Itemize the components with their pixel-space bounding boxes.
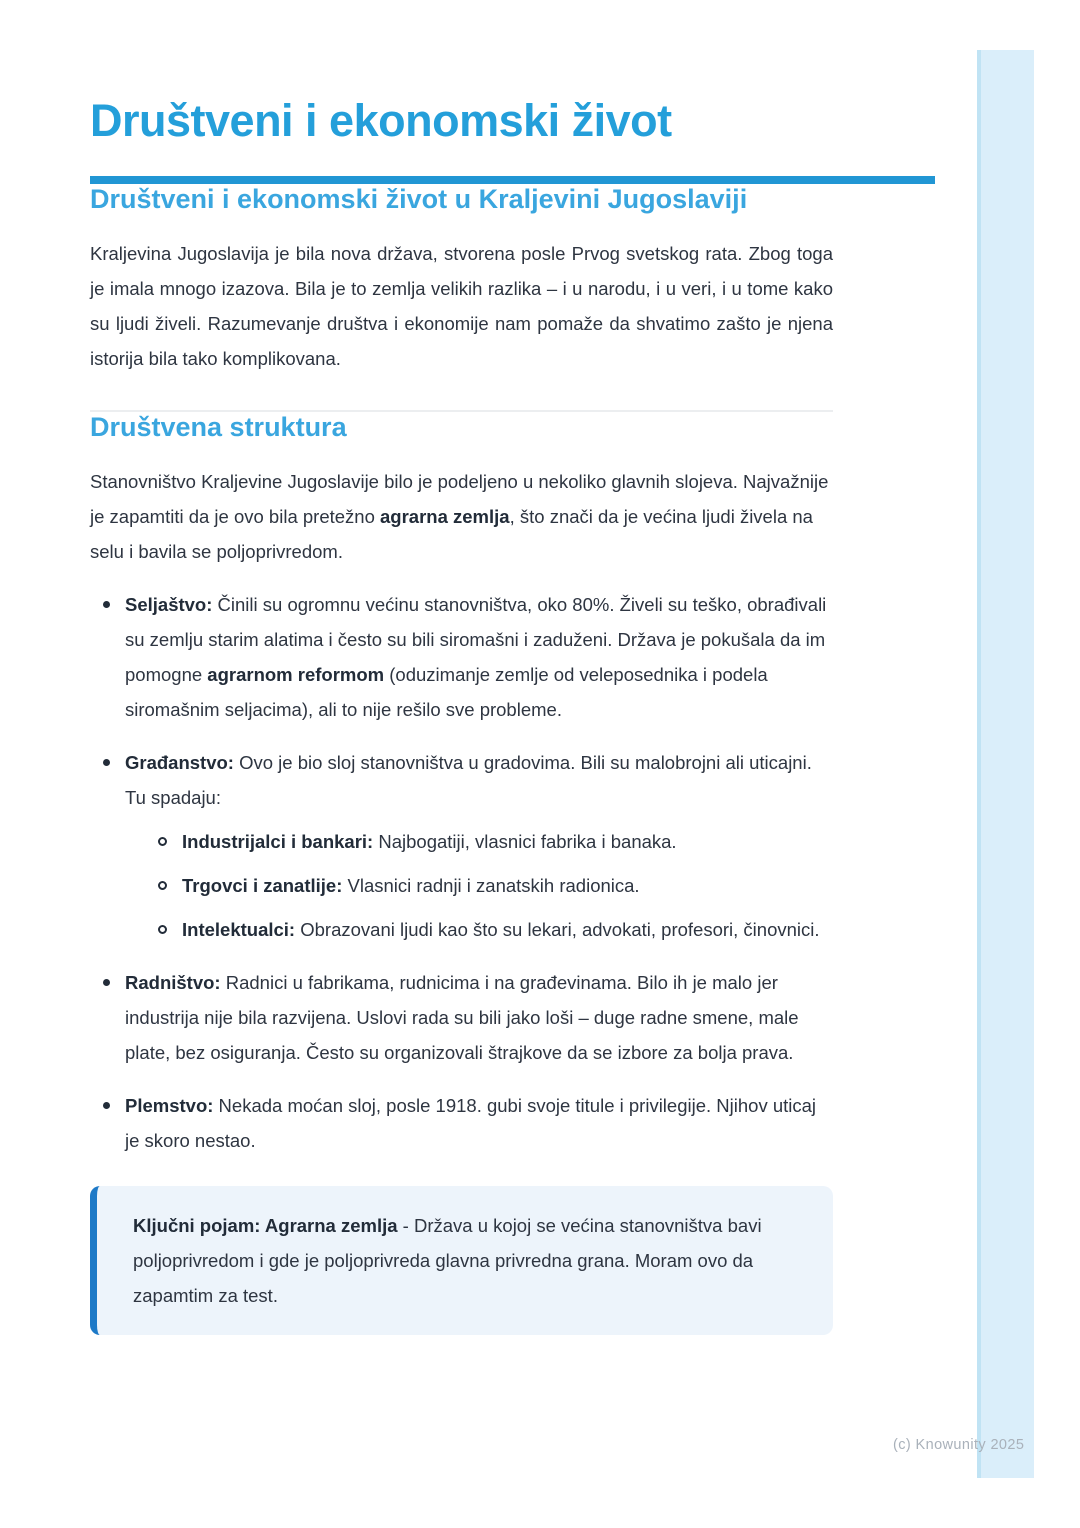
side-strip-decoration — [977, 50, 1034, 1478]
sublist-item-text: Vlasnici radnji i zanatskih radionica. — [342, 875, 640, 897]
intro-paragraph: Kraljevina Jugoslavija je bila nova država, stvorena posle Prvog svetskog rata. Zbog toga je imala mnogo izazova. Bila je to zemlja velikih razlika – i u narodu, i u veri, i u tome kako su ljudi živeli. Razumevanje društva i ekonomije nam pomaže da shvatimo zašto je njena istorija bila tako komplikovana. — [90, 243, 833, 370]
list-item-text: (oduzimanje zemlje od veleposednika i podela siromašnim seljacima), ali to nije rešilo sve probleme. — [125, 664, 768, 721]
list-item-label: Radništvo: — [125, 972, 221, 994]
list-item-radnistvo — [90, 965, 833, 1070]
list-item-text: Nekada moćan sloj, posle 1918. gubi svoje titule i privilegije. Njihov uticaj je skoro nestao. — [125, 1095, 817, 1152]
list-item-seljastvo — [90, 587, 833, 727]
section-intro-heading: Društveni i ekonomski život u Kraljevini Jugoslaviji — [90, 184, 748, 215]
structure-paragraph-text: , što znači da je većina ljudi živela na selu i bavila se poljoprivredom. — [90, 506, 813, 563]
list-item-gradjanstvo — [90, 745, 833, 947]
key-term-label: Ključni pojam: Agrarna zemlja — [133, 1215, 398, 1237]
sublist-item-intelektualci — [158, 912, 833, 947]
page-title: Društveni i ekonomski život — [90, 95, 672, 146]
bullet-dot-icon — [103, 601, 110, 608]
sublist-item-text: Obrazovani ljudi kao što su lekari, advokati, profesori, činovnici. — [295, 919, 820, 941]
sublist-item-label: Trgovci i zanatlije: — [182, 875, 343, 897]
sublist-item-label: Intelektualci: — [182, 919, 296, 941]
list-item-text: Radnici u fabrikama, rudnicima i na građevinama. Bilo ih je malo jer industrija nije bila razvijena. Uslovi rada su bili jako loši – duge radne smene, male plate, bez osiguranja. Često su organizovali štrajkove da se izbore za bolja prava. — [125, 972, 799, 1064]
title-underline-rule — [90, 176, 935, 184]
list-item-label: Plemstvo: — [125, 1095, 214, 1117]
list-item-text: Ovo je bio sloj stanovništva u gradovima. Bili su malobrojni ali uticajni. Tu spadaju: — [125, 752, 812, 809]
sublist-item-text: Najbogatiji, vlasnici fabrika i banaka. — [373, 831, 677, 853]
structure-paragraph — [90, 464, 833, 569]
copyright-note: (c) Knowunity 2025 — [893, 1437, 1025, 1453]
sublist-item-trgovci — [158, 868, 833, 903]
social-classes-list — [90, 587, 833, 1158]
key-term-callout — [90, 1186, 833, 1335]
list-item-text: Činili su ogromnu većinu stanovništva, oko 80%. Živeli su teško, obrađivali su zemlju starim alatima i često su bili siromašni i zaduženi. Država je pokušala da im pomogne — [125, 594, 827, 686]
list-item-plemstvo — [90, 1088, 833, 1158]
list-item-label: Građanstvo: — [125, 752, 234, 774]
structure-paragraph-text: Stanovništvo Kraljevine Jugoslavije bilo je podeljeno u nekoliko glavnih slojeva. Najvažnije je zapamtiti da je ovo bila pretežno — [90, 471, 829, 528]
list-item-label: Seljaštvo: — [125, 594, 213, 616]
list-item-keyterm: agrarnom reformom — [207, 664, 385, 686]
document-content — [90, 0, 935, 1335]
sublist-item-label: Industrijalci i bankari: — [182, 831, 374, 853]
section-intro — [90, 184, 935, 376]
bullet-dot-icon — [103, 1102, 110, 1109]
section-structure-heading: Društvena struktura — [90, 412, 347, 443]
key-term-text: - Država u kojoj se većina stanovništva bavi poljoprivredom i gde je poljoprivreda glavna privredna grana. Moram ovo da zapamtim za test. — [133, 1215, 762, 1307]
circle-bullet-icon — [158, 881, 167, 890]
sublist-item-industrijalci — [158, 824, 833, 859]
structure-paragraph-keyterm: agrarna zemlja — [380, 506, 510, 528]
section-structure — [90, 412, 935, 1158]
gradjanstvo-sublist — [125, 824, 833, 947]
bullet-dot-icon — [103, 979, 110, 986]
circle-bullet-icon — [158, 925, 167, 934]
bullet-dot-icon — [103, 759, 110, 766]
circle-bullet-icon — [158, 837, 167, 846]
